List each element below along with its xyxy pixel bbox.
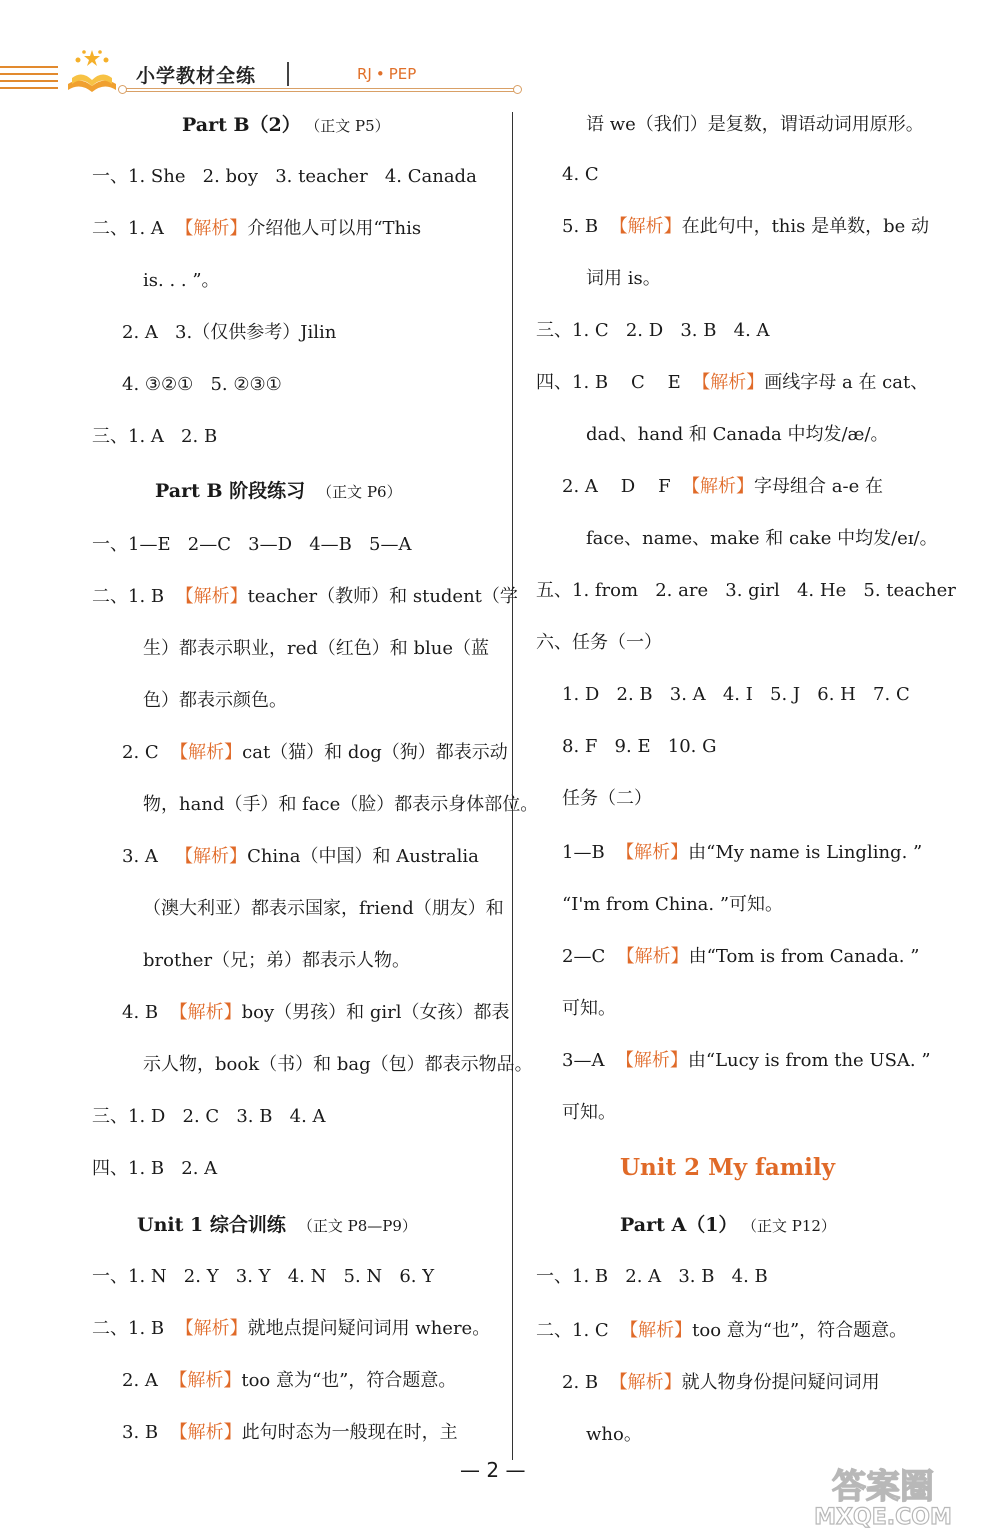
answer-line <box>92 1316 490 1342</box>
watermark-logo <box>790 1462 976 1528</box>
answer-line: 四、1. B 2. A <box>92 1158 218 1179</box>
analysis-text: boy（男孩）和 girl（女孩）都表 <box>241 1002 510 1023</box>
analysis-tag: 【解析】 <box>609 1372 682 1393</box>
answer-line: “I'm from China. ”可知。 <box>562 894 784 915</box>
edition-right: PEP <box>388 65 417 83</box>
answer-label: 2. A <box>122 1370 170 1391</box>
header-rule-end-right <box>513 85 522 94</box>
header-rule-end-left <box>118 85 127 94</box>
answer-line <box>122 740 508 766</box>
answer-line: 一、1. N 2. Y 3. Y 4. N 5. N 6. Y <box>92 1266 435 1287</box>
section-page-ref: （正文 P5） <box>312 117 390 135</box>
page-number: — 2 — <box>460 1458 526 1482</box>
series-title: 小学教材全练 <box>136 65 257 87</box>
answer-line <box>122 1368 456 1394</box>
section-page-ref: （正文 P6） <box>317 483 402 501</box>
analysis-tag: 【解析】 <box>609 216 682 237</box>
answer-line <box>562 840 922 866</box>
analysis-tag: 【解析】 <box>175 846 248 867</box>
header-rule <box>122 88 516 89</box>
analysis-tag: 【解析】 <box>175 586 248 607</box>
answer-line: （澳大利亚）都表示国家，friend（朋友）和 <box>143 898 504 919</box>
answer-line <box>562 1048 931 1074</box>
answer-line: 4. C <box>562 164 599 185</box>
answer-line: face、name、make 和 cake 中均发/eɪ/。 <box>586 528 938 549</box>
answer-line: dad、hand 和 Canada 中均发/æ/。 <box>586 424 889 445</box>
answer-label: 3. B <box>122 1422 170 1443</box>
column-divider <box>512 112 513 1460</box>
analysis-tag: 【解析】 <box>169 1422 242 1443</box>
section-title: Unit 1 综合训练 <box>137 1214 286 1236</box>
answer-label: 2. B <box>562 1372 610 1393</box>
answer-line: 一、1. She 2. boy 3. teacher 4. Canada <box>92 166 477 187</box>
answer-line: 2. A 3.（仅供参考）Jilin <box>122 322 337 343</box>
analysis-tag: 【解析】 <box>616 842 689 863</box>
analysis-text: too 意为“也”，符合题意。 <box>692 1320 908 1341</box>
analysis-tag: 【解析】 <box>620 1320 693 1341</box>
analysis-text: teacher（教师）和 student（学 <box>247 586 518 607</box>
edition-label <box>357 65 416 83</box>
answer-line: 一、1. B 2. A 3. B 4. B <box>536 1266 768 1287</box>
answer-label: 二、1. A <box>92 218 176 239</box>
answer-line <box>92 584 518 610</box>
answer-label: 4. B <box>122 1002 170 1023</box>
analysis-tag: 【解析】 <box>615 1050 688 1071</box>
answer-label: 2. A D F <box>562 476 683 497</box>
answer-label: 3. A <box>122 846 176 867</box>
answer-line <box>92 216 421 242</box>
analysis-text: 由“Tom is from Canada. ” <box>688 946 920 967</box>
analysis-tag: 【解析】 <box>175 218 248 239</box>
section-title: Part B 阶段练习 <box>155 480 306 502</box>
section-heading <box>155 478 402 505</box>
answer-line <box>122 1000 509 1026</box>
answer-line: brother（兄；弟）都表示人物。 <box>143 950 411 971</box>
page-header <box>0 40 981 110</box>
section-page-ref: （正文 P8—P9） <box>297 1217 417 1235</box>
watermark-line2: MXQE.COM <box>814 1505 952 1528</box>
answer-line: 8. F 9. E 10. G <box>562 736 717 757</box>
watermark-line1: 答案圈 <box>832 1467 934 1507</box>
answer-line: 示人物，book（书）和 bag（包）都表示物品。 <box>143 1054 533 1075</box>
analysis-tag: 【解析】 <box>169 1370 242 1391</box>
analysis-text: 此句时态为一般现在时，主 <box>241 1422 458 1443</box>
unit-title: Unit 2 My family <box>620 1154 835 1181</box>
answer-line <box>122 844 479 870</box>
open-book-icon <box>62 46 122 96</box>
answer-line: 三、1. D 2. C 3. B 4. A <box>92 1106 326 1127</box>
answer-line: 生）都表示职业，red（红色）和 blue（蓝 <box>143 638 490 659</box>
answer-label: 二、1. B <box>92 1318 176 1339</box>
answer-label: 2—C <box>562 946 617 967</box>
section-title: Part A（1） <box>620 1214 738 1236</box>
answer-label: 四、1. B C E <box>536 372 693 393</box>
section-title: Part B（2） <box>182 114 301 136</box>
analysis-text: 由“My name is Lingling. ” <box>688 842 923 863</box>
answer-label: 2. C <box>122 742 171 763</box>
answer-line: 五、1. from 2. are 3. girl 4. He 5. teacher <box>536 580 956 601</box>
analysis-tag: 【解析】 <box>692 372 765 393</box>
analysis-text: 就人物身份提问疑问词用 <box>681 1372 880 1393</box>
analysis-tag: 【解析】 <box>175 1318 248 1339</box>
section-page-ref: （正文 P12） <box>749 1217 836 1235</box>
header-rule-2 <box>122 91 516 92</box>
answer-label: 5. B <box>562 216 610 237</box>
answer-line: who。 <box>586 1424 642 1445</box>
analysis-text: 介绍他人可以用“This <box>247 218 422 239</box>
analysis-text: 由“Lucy is from the USA. ” <box>687 1050 931 1071</box>
answer-line: 物，hand（手）和 face（脸）都表示身体部位。 <box>143 794 539 815</box>
answer-line <box>562 944 919 970</box>
analysis-tag: 【解析】 <box>616 946 689 967</box>
analysis-tag: 【解析】 <box>170 742 243 763</box>
analysis-text: 字母组合 a-e 在 <box>754 476 883 497</box>
answer-line <box>122 1420 458 1446</box>
answer-line: 一、1—E 2—C 3—D 4—B 5—A <box>92 534 412 555</box>
header-decorative-lines <box>0 66 58 94</box>
answer-line: 可知。 <box>562 998 616 1019</box>
header-separator <box>287 62 289 86</box>
answer-label: 二、1. C <box>536 1320 621 1341</box>
analysis-text: 在此句中，this 是单数，be 动 <box>681 216 930 237</box>
answer-line: 三、1. A 2. B <box>92 426 218 447</box>
analysis-tag: 【解析】 <box>682 476 755 497</box>
answer-label: 1—B <box>562 842 617 863</box>
analysis-text: 画线字母 a 在 cat、 <box>764 372 929 393</box>
analysis-text: cat（猫）和 dog（狗）都表示动 <box>242 742 508 763</box>
answer-line: 1. D 2. B 3. A 4. I 5. J 6. H 7. C <box>562 684 910 705</box>
answer-line <box>536 370 928 396</box>
section-heading <box>620 1212 836 1239</box>
analysis-text: China（中国）和 Australia <box>247 846 479 867</box>
answer-line: 词用 is。 <box>586 268 661 289</box>
answer-line: 语 we（我们）是复数，谓语动词用原形。 <box>586 114 924 135</box>
answer-line <box>536 1318 907 1344</box>
section-heading <box>182 112 390 139</box>
answer-label: 3—A <box>562 1050 616 1071</box>
analysis-tag: 【解析】 <box>169 1002 242 1023</box>
section-heading <box>137 1212 417 1239</box>
answer-line: 4. ③②① 5. ②③① <box>122 374 282 395</box>
answer-line: 六、任务（一） <box>536 632 662 653</box>
answer-line <box>562 474 883 500</box>
answer-line: 可知。 <box>562 1102 616 1123</box>
answer-line: 三、1. C 2. D 3. B 4. A <box>536 320 770 341</box>
answer-line <box>562 214 929 240</box>
edition-left: RJ <box>357 65 372 83</box>
answer-line: is. . . ”。 <box>143 270 220 291</box>
analysis-text: 就地点提问疑问词用 where。 <box>247 1318 491 1339</box>
analysis-text: too 意为“也”，符合题意。 <box>241 1370 457 1391</box>
answer-line: 任务（二） <box>562 788 652 809</box>
answer-line: 色）都表示颜色。 <box>143 690 287 711</box>
edition-dot: • <box>375 65 385 83</box>
answer-label: 二、1. B <box>92 586 176 607</box>
answer-line <box>562 1370 880 1396</box>
